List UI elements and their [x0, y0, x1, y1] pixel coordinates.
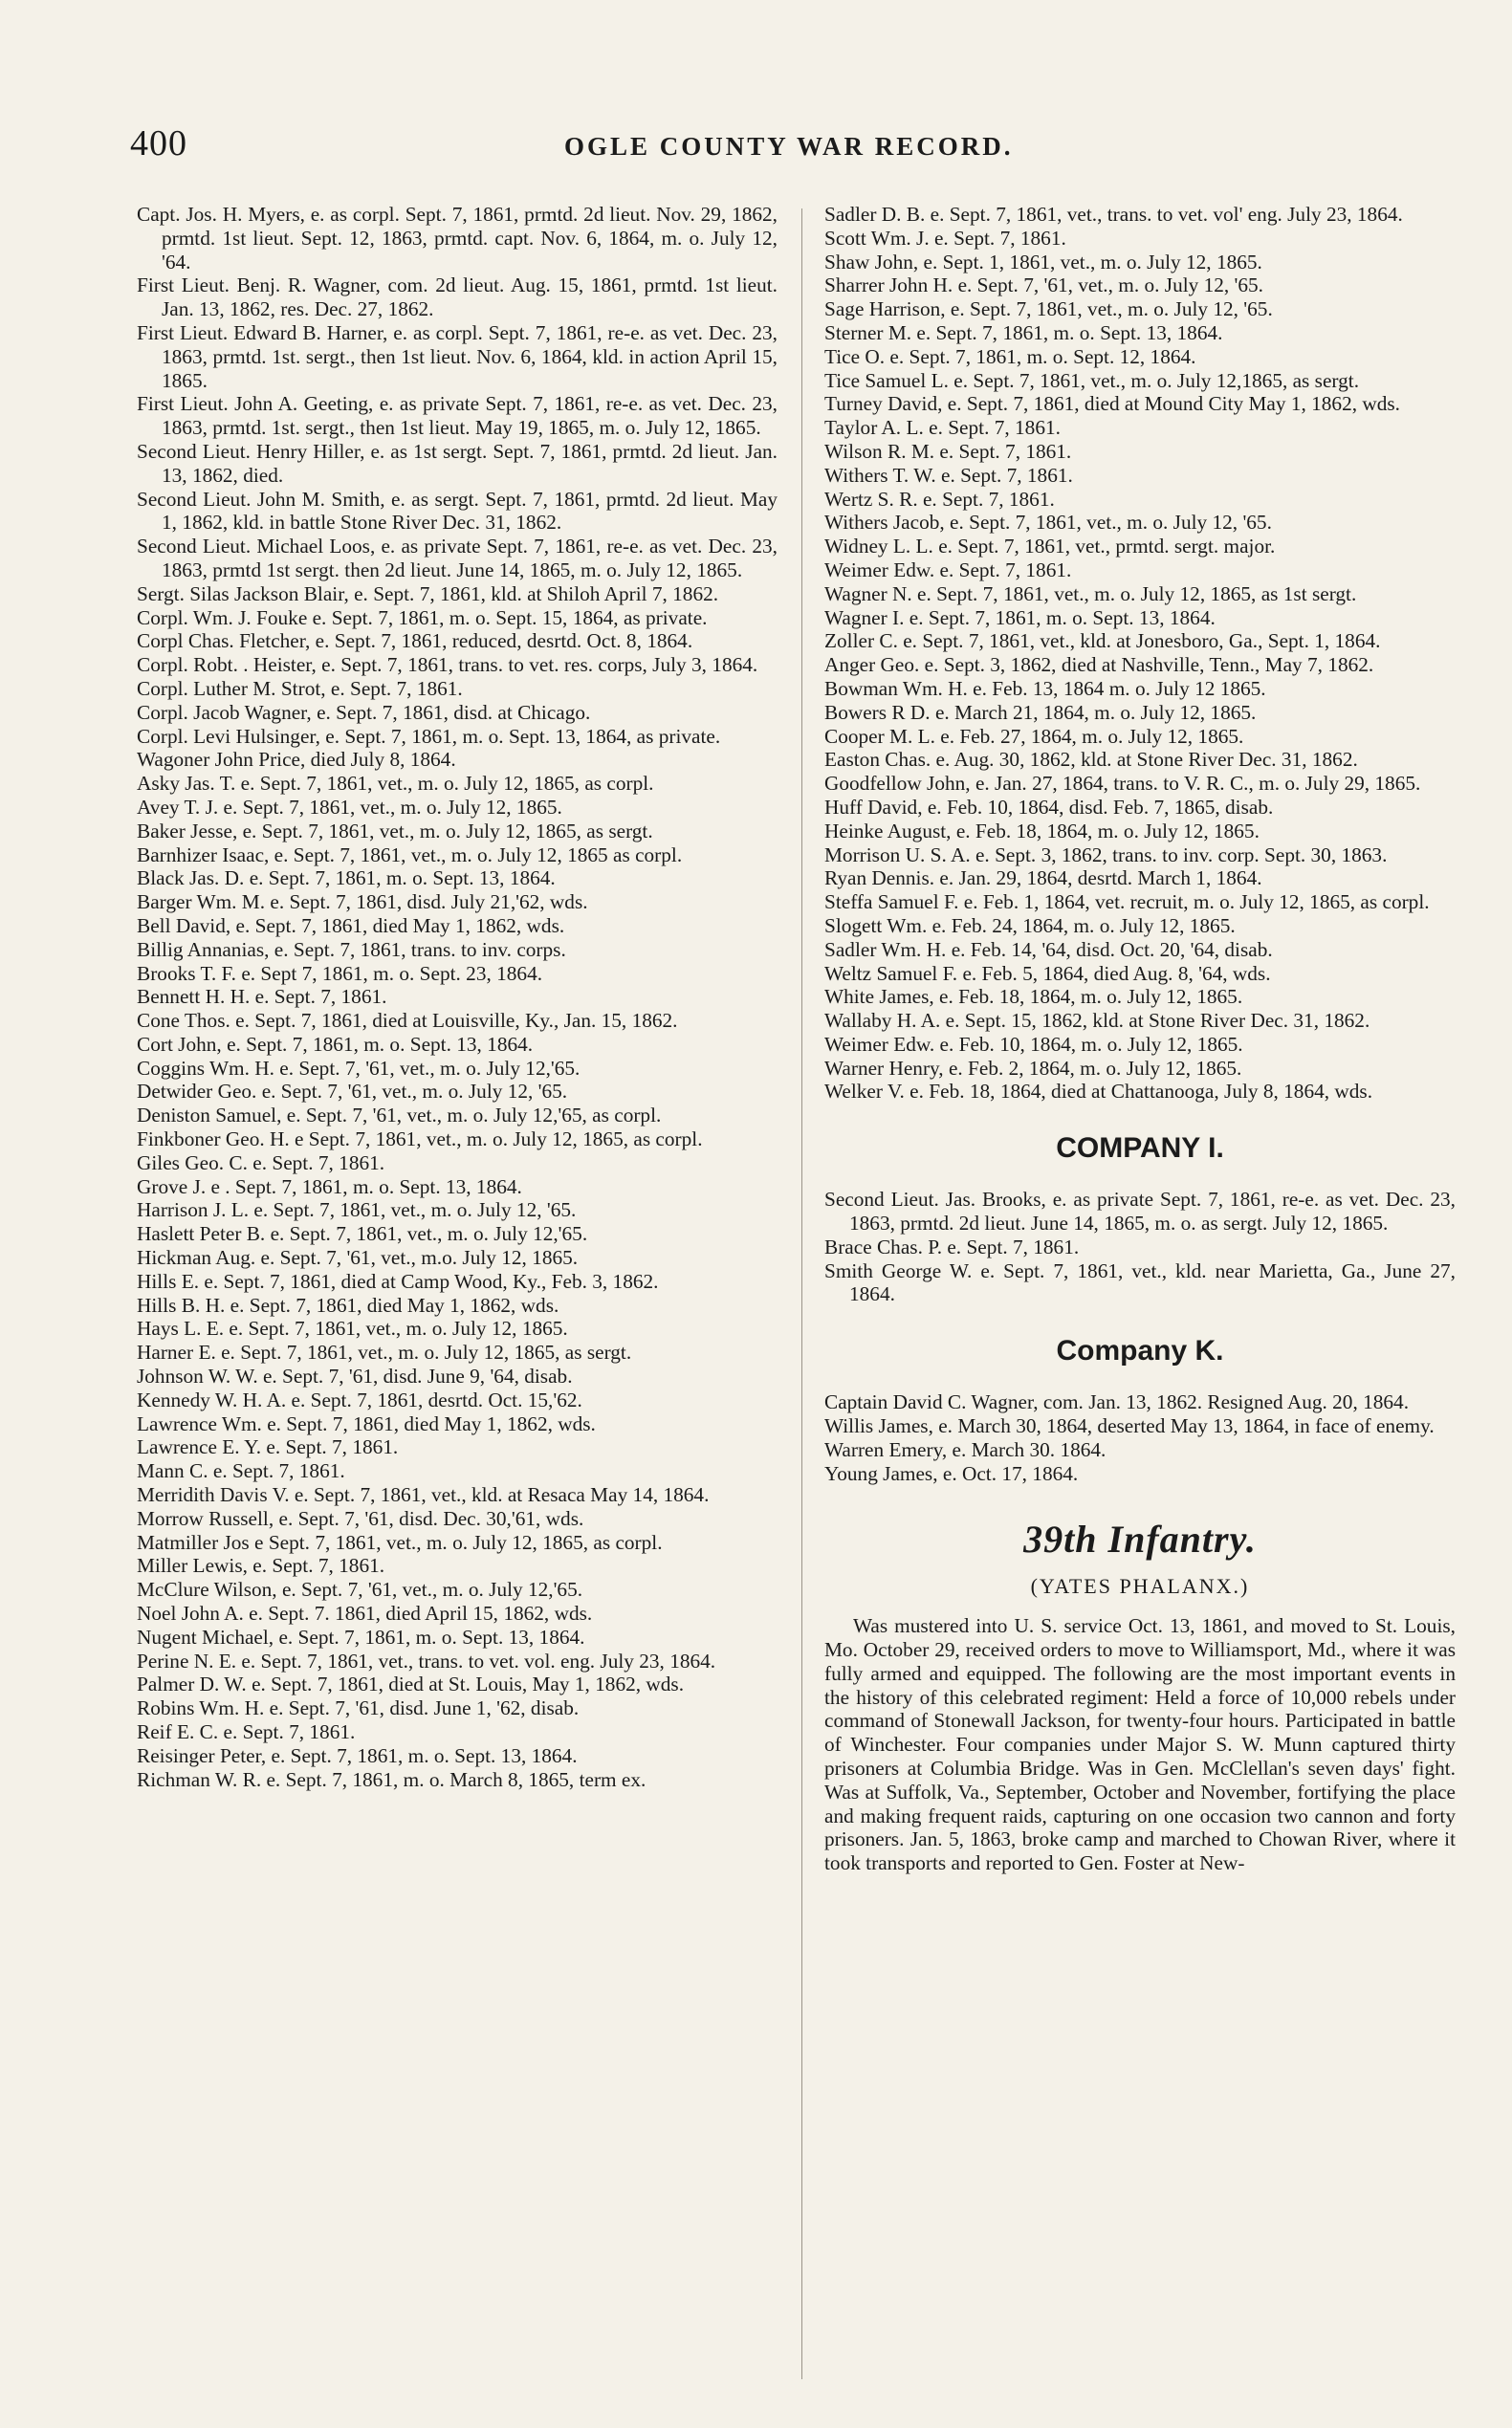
column-divider	[801, 208, 802, 2379]
roster-entry: Hills B. H. e. Sept. 7, 1861, died May 1, 1862, wds.	[137, 1293, 559, 1317]
roster-entry: Ryan Dennis. e. Jan. 29, 1864, desrtd. March 1, 1864.	[824, 866, 1262, 890]
roster-entry: First Lieut. Edward B. Harner, e. as corpl. Sept. 7, 1861, re-e. as vet. Dec. 23, 1863, prmtd. 1st. sergt., then 1st lieut. Nov. 6, 1864, kld. in action April 15, 1865.	[137, 320, 778, 392]
roster-entry: Avey T. J. e. Sept. 7, 1861, vet., m. o. July 12, 1865.	[137, 795, 562, 819]
roster-entry: Deniston Samuel, e. Sept. 7, '61, vet., m. o. July 12,'65, as corpl.	[137, 1104, 662, 1127]
roster-entry: Bennett H. H. e. Sept. 7, 1861.	[137, 985, 387, 1009]
roster-entry: Finkboner Geo. H. e Sept. 7, 1861, vet., m. o. July 12, 1865, as corpl.	[137, 1127, 703, 1151]
roster-entry: Harrison J. L. e. Sept. 7, 1861, vet., m. o. July 12, '65.	[137, 1198, 577, 1222]
roster-entry: Sadler Wm. H. e. Feb. 14, '64, disd. Oct. 20, '64, disab.	[824, 937, 1273, 961]
roster-entry: McClure Wilson, e. Sept. 7, '61, vet., m. o. July 12,'65.	[137, 1578, 583, 1602]
roster-entry: Willis James, e. March 30, 1864, deserted May 13, 1864, in face of enemy.	[824, 1414, 1435, 1438]
roster-entry: Scott Wm. J. e. Sept. 7, 1861.	[824, 226, 1066, 250]
roster-entry: Withers T. W. e. Sept. 7, 1861.	[824, 463, 1073, 487]
roster-entry: Brace Chas. P. e. Sept. 7, 1861.	[824, 1235, 1080, 1258]
regiment-heading: 39th Infantry.	[1023, 1518, 1257, 1562]
company-roster-continued	[824, 203, 1456, 1104]
roster-entry: Taylor A. L. e. Sept. 7, 1861.	[824, 416, 1061, 440]
roster-entry: Richman W. R. e. Sept. 7, 1861, m. o. March 8, 1865, term ex.	[137, 1767, 646, 1791]
roster-entry: Corpl. Levi Hulsinger, e. Sept. 7, 1861, m. o. Sept. 13, 1864, as private.	[137, 724, 721, 748]
roster-entry: Billig Annanias, e. Sept. 7, 1861, trans. to inv. corps.	[137, 937, 566, 961]
roster-entry: Warren Emery, e. March 30. 1864.	[824, 1437, 1107, 1461]
roster-entry: Matmiller Jos e Sept. 7, 1861, vet., m. o. July 12, 1865, as corpl.	[137, 1530, 663, 1554]
roster-entry: Widney L. L. e. Sept. 7, 1861, vet., prmtd. sergt. major.	[824, 535, 1276, 558]
roster-entry: First Lieut. John A. Geeting, e. as private Sept. 7, 1861, re-e. as vet. Dec. 23, 1863, prmtd. 1st. sergt., then 1st lieut. May 19, 1865, m. o. July 12, 1865.	[137, 392, 778, 440]
roster-entry: Warner Henry, e. Feb. 2, 1864, m. o. July 12, 1865.	[824, 1056, 1242, 1080]
roster-entry: Nugent Michael, e. Sept. 7, 1861, m. o. Sept. 13, 1864.	[137, 1625, 585, 1649]
roster-entry: Young James, e. Oct. 17, 1864.	[824, 1461, 1079, 1485]
roster-entry: Zoller C. e. Sept. 7, 1861, vet., kld. at Jonesboro, Ga., Sept. 1, 1864.	[824, 629, 1381, 653]
roster-entry: Wallaby H. A. e. Sept. 15, 1862, kld. at Stone River Dec. 31, 1862.	[824, 1009, 1370, 1033]
roster-entry: Asky Jas. T. e. Sept. 7, 1861, vet., m. o. July 12, 1865, as corpl.	[137, 772, 654, 796]
roster-entry: Baker Jesse, e. Sept. 7, 1861, vet., m. o. July 12, 1865, as sergt.	[137, 819, 653, 842]
roster-entry: Wagoner John Price, died July 8, 1864.	[137, 748, 456, 772]
roster-entry: Heinke August, e. Feb. 18, 1864, m. o. July 12, 1865.	[824, 819, 1260, 842]
roster-entry: Wertz S. R. e. Sept. 7, 1861.	[824, 487, 1055, 511]
roster-entry: Brooks T. F. e. Sept 7, 1861, m. o. Sept. 23, 1864.	[137, 961, 543, 985]
roster-entry: Sadler D. B. e. Sept. 7, 1861, vet., trans. to vet. vol' eng. July 23, 1864.	[824, 203, 1403, 226]
roster-entry: Cooper M. L. e. Feb. 27, 1864, m. o. July 12, 1865.	[824, 724, 1244, 748]
roster-entry: Huff David, e. Feb. 10, 1864, disd. Feb. 7, 1865, disab.	[824, 795, 1274, 819]
roster-entry: Grove J. e . Sept. 7, 1861, m. o. Sept. 13, 1864.	[137, 1174, 522, 1198]
roster-entry: Barnhizer Isaac, e. Sept. 7, 1861, vet., m. o. July 12, 1865 as corpl.	[137, 842, 683, 866]
roster-entry: Coggins Wm. H. e. Sept. 7, '61, vet., m. o. July 12,'65.	[137, 1056, 581, 1080]
roster-entry: Corpl Chas. Fletcher, e. Sept. 7, 1861, reduced, desrtd. Oct. 8, 1864.	[137, 629, 693, 653]
roster-entry: Reisinger Peter, e. Sept. 7, 1861, m. o. Sept. 13, 1864.	[137, 1743, 578, 1767]
roster-entry: Palmer D. W. e. Sept. 7, 1861, died at St. Louis, May 1, 1862, wds.	[137, 1673, 685, 1696]
roster-entry: Smith George W. e. Sept. 7, 1861, vet., kld. near Marietta, Ga., June 27, 1864.	[824, 1258, 1456, 1306]
roster-entry: Second Lieut. Michael Loos, e. as private Sept. 7, 1861, re-e. as vet. Dec. 23, 1863, prmtd 1st sergt. then 2d lieut. June 14, 1865, m. o. July 12, 1865.	[137, 535, 778, 581]
roster-entry: Sterner M. e. Sept. 7, 1861, m. o. Sept. 13, 1864.	[824, 320, 1223, 344]
roster-entry: Merridith Davis V. e. Sept. 7, 1861, vet., kld. at Resaca May 14, 1864.	[137, 1483, 710, 1507]
roster-entry: Shaw John, e. Sept. 1, 1861, vet., m. o. July 12, 1865.	[824, 250, 1262, 273]
regiment-subheading: (YATES PHALANX.)	[1030, 1574, 1250, 1599]
roster-entry: Captain David C. Wagner, com. Jan. 13, 1862. Resigned Aug. 20, 1864.	[824, 1390, 1410, 1414]
roster-entry: Weimer Edw. e. Sept. 7, 1861.	[824, 558, 1072, 581]
roster-entry: Turney David, e. Sept. 7, 1861, died at Mound City May 1, 1862, wds.	[824, 392, 1401, 416]
roster-entry: Bowman Wm. H. e. Feb. 13, 1864 m. o. July 12 1865.	[824, 676, 1266, 700]
company-i-roster	[824, 1188, 1456, 1306]
roster-entry: Steffa Samuel F. e. Feb. 1, 1864, vet. recruit, m. o. July 12, 1865, as corpl.	[824, 890, 1430, 914]
roster-entry: Sage Harrison, e. Sept. 7, 1861, vet., m. o. July 12, '65.	[824, 297, 1273, 321]
roster-entry: Hays L. E. e. Sept. 7, 1861, vet., m. o. July 12, 1865.	[137, 1317, 568, 1341]
roster-entry: Wagner I. e. Sept. 7, 1861, m. o. Sept. 13, 1864.	[824, 605, 1216, 629]
roster-entry: Sergt. Silas Jackson Blair, e. Sept. 7, 1861, kld. at Shiloh April 7, 1862.	[137, 581, 719, 605]
roster-entry: Tice O. e. Sept. 7, 1861, m. o. Sept. 12, 1864.	[824, 344, 1196, 368]
roster-entry: White James, e. Feb. 18, 1864, m. o. July 12, 1865.	[824, 985, 1243, 1009]
company-i-heading: COMPANY I.	[1056, 1132, 1224, 1165]
left-column	[137, 203, 778, 1791]
roster-entry: Second Lieut. Jas. Brooks, e. as private Sept. 7, 1861, re-e. as vet. Dec. 23, 1863, prmtd. 2d lieut. June 14, 1865, m. o. as sergt. July 12, 1865.	[824, 1188, 1456, 1236]
roster-entry: Robins Wm. H. e. Sept. 7, '61, disd. June 1, '62, disab.	[137, 1696, 580, 1720]
roster-entry: Corpl. Jacob Wagner, e. Sept. 7, 1861, disd. at Chicago.	[137, 700, 591, 724]
roster-entry: Morrison U. S. A. e. Sept. 3, 1862, trans. to inv. corp. Sept. 30, 1863.	[824, 842, 1388, 866]
roster-entry: Mann C. e. Sept. 7, 1861.	[137, 1459, 345, 1483]
roster-entry: Withers Jacob, e. Sept. 7, 1861, vet., m. o. July 12, '65.	[824, 511, 1272, 535]
roster-entry: Slogett Wm. e. Feb. 24, 1864, m. o. July 12, 1865.	[824, 913, 1236, 937]
running-title: OGLE COUNTY WAR RECORD.	[564, 132, 1014, 161]
roster-entry: Wilson R. M. e. Sept. 7, 1861.	[824, 439, 1072, 463]
roster-entry: Hills E. e. Sept. 7, 1861, died at Camp Wood, Ky., Feb. 3, 1862.	[137, 1269, 659, 1293]
roster-entry: Corpl. Luther M. Strot, e. Sept. 7, 1861.	[137, 676, 463, 700]
roster-entry: Cone Thos. e. Sept. 7, 1861, died at Louisville, Ky., Jan. 15, 1862.	[137, 1009, 678, 1033]
company-k-heading: Company K.	[1056, 1335, 1224, 1367]
regiment-narrative: Was mustered into U. S. service Oct. 13, 1861, and moved to St. Louis, Mo. October 29, received orders to move to Williamsport, Md., where it was fully armed and equipped. The following are the most important events in the history of this celebrated regiment: Held a force of 10,000 rebels under command of Stonewall Jackson, for twenty-four hours. Participated in battle of Winchester. Four companies under Major S. W. Munn captured thirty prisoners at Columbia Bridge. Was in Gen. McClellan's seven days' fight. Was at Suffolk, Va., September, October and November, fortifying the place and making frequent raids, capturing on one occasion two cannon and forty prisoners. Jan. 5, 1863, broke camp and marched to Chowan River, where it took transports and reported to Gen. Foster at New-	[824, 1614, 1456, 1875]
roster-entry: Tice Samuel L. e. Sept. 7, 1861, vet., m. o. July 12,1865, as sergt.	[824, 368, 1360, 392]
roster-entry: Weltz Samuel F. e. Feb. 5, 1864, died Aug. 8, '64, wds.	[824, 961, 1271, 985]
roster-entry: Corpl. Wm. J. Fouke e. Sept. 7, 1861, m. o. Sept. 15, 1864, as private.	[137, 605, 708, 629]
roster-entry: Lawrence Wm. e. Sept. 7, 1861, died May 1, 1862, wds.	[137, 1411, 596, 1435]
roster-entry: Noel John A. e. Sept. 7. 1861, died April 15, 1862, wds.	[137, 1602, 593, 1626]
roster-entry: Perine N. E. e. Sept. 7, 1861, vet., trans. to vet. vol. eng. July 23, 1864.	[137, 1649, 716, 1673]
roster-entry: Wagner N. e. Sept. 7, 1861, vet., m. o. July 12, 1865, as 1st sergt.	[824, 581, 1357, 605]
page-number: 400	[130, 123, 187, 164]
roster-entry: Second Lieut. John M. Smith, e. as sergt. Sept. 7, 1861, prmtd. 2d lieut. May 1, 1862, kld. in battle Stone River Dec. 31, 1862.	[137, 487, 778, 535]
roster-entry: Barger Wm. M. e. Sept. 7, 1861, disd. July 21,'62, wds.	[137, 890, 588, 914]
roster-entry: Anger Geo. e. Sept. 3, 1862, died at Nashville, Tenn., May 7, 1862.	[824, 653, 1374, 677]
company-k-roster	[824, 1390, 1456, 1485]
roster-entry: Harner E. e. Sept. 7, 1861, vet., m. o. July 12, 1865, as sergt.	[137, 1341, 632, 1365]
roster-entry: Black Jas. D. e. Sept. 7, 1861, m. o. Sept. 13, 1864.	[137, 866, 556, 890]
roster-entry: Easton Chas. e. Aug. 30, 1862, kld. at Stone River Dec. 31, 1862.	[824, 748, 1358, 772]
roster-entry: Reif E. C. e. Sept. 7, 1861.	[137, 1720, 356, 1743]
roster-entry: Johnson W. W. e. Sept. 7, '61, disd. June 9, '64, disab.	[137, 1365, 573, 1389]
roster-entry: Bell David, e. Sept. 7, 1861, died May 1, 1862, wds.	[137, 913, 565, 937]
roster-entry: Bowers R D. e. March 21, 1864, m. o. July 12, 1865.	[824, 700, 1257, 724]
roster-entry: Sharrer John H. e. Sept. 7, '61, vet., m. o. July 12, '65.	[824, 273, 1264, 297]
roster-entry: Second Lieut. Henry Hiller, e. as 1st sergt. Sept. 7, 1861, prmtd. 2d lieut. Jan. 13, 1862, died.	[137, 439, 778, 487]
roster-entry: Goodfellow John, e. Jan. 27, 1864, trans. to V. R. C., m. o. July 29, 1865.	[824, 772, 1421, 796]
roster-entry: Detwider Geo. e. Sept. 7, '61, vet., m. o. July 12, '65.	[137, 1080, 568, 1104]
roster-entry: Morrow Russell, e. Sept. 7, '61, disd. Dec. 30,'61, wds.	[137, 1506, 584, 1530]
roster-entry: Cort John, e. Sept. 7, 1861, m. o. Sept. 13, 1864.	[137, 1032, 534, 1056]
roster-entry: Lawrence E. Y. e. Sept. 7, 1861.	[137, 1435, 399, 1459]
roster-entry: Kennedy W. H. A. e. Sept. 7, 1861, desrtd. Oct. 15,'62.	[137, 1388, 582, 1411]
roster-entry: Weimer Edw. e. Feb. 10, 1864, m. o. July 12, 1865.	[824, 1032, 1243, 1056]
right-column	[824, 203, 1456, 1875]
roster-entry: Miller Lewis, e. Sept. 7, 1861.	[137, 1554, 385, 1578]
roster-entry: Haslett Peter B. e. Sept. 7, 1861, vet., m. o. July 12,'65.	[137, 1222, 588, 1246]
roster-entry: Capt. Jos. H. Myers, e. as corpl. Sept. 7, 1861, prmtd. 2d lieut. Nov. 29, 1862, prmtd. 1st lieut. Sept. 12, 1863, prmtd. capt. Nov. 6, 1864, m. o. July 12, '64.	[137, 203, 778, 273]
roster-entry: First Lieut. Benj. R. Wagner, com. 2d lieut. Aug. 15, 1861, prmtd. 1st lieut. Jan. 13, 1862, res. Dec. 27, 1862.	[137, 273, 778, 321]
roster-entry: Giles Geo. C. e. Sept. 7, 1861.	[137, 1150, 385, 1174]
roster-entry: Welker V. e. Feb. 18, 1864, died at Chattanooga, July 8, 1864, wds.	[824, 1080, 1373, 1104]
roster-entry: Corpl. Robt. . Heister, e. Sept. 7, 1861, trans. to vet. res. corps, July 3, 1864.	[137, 653, 758, 677]
roster-entry: Hickman Aug. e. Sept. 7, '61, vet., m.o. July 12, 1865.	[137, 1246, 579, 1270]
